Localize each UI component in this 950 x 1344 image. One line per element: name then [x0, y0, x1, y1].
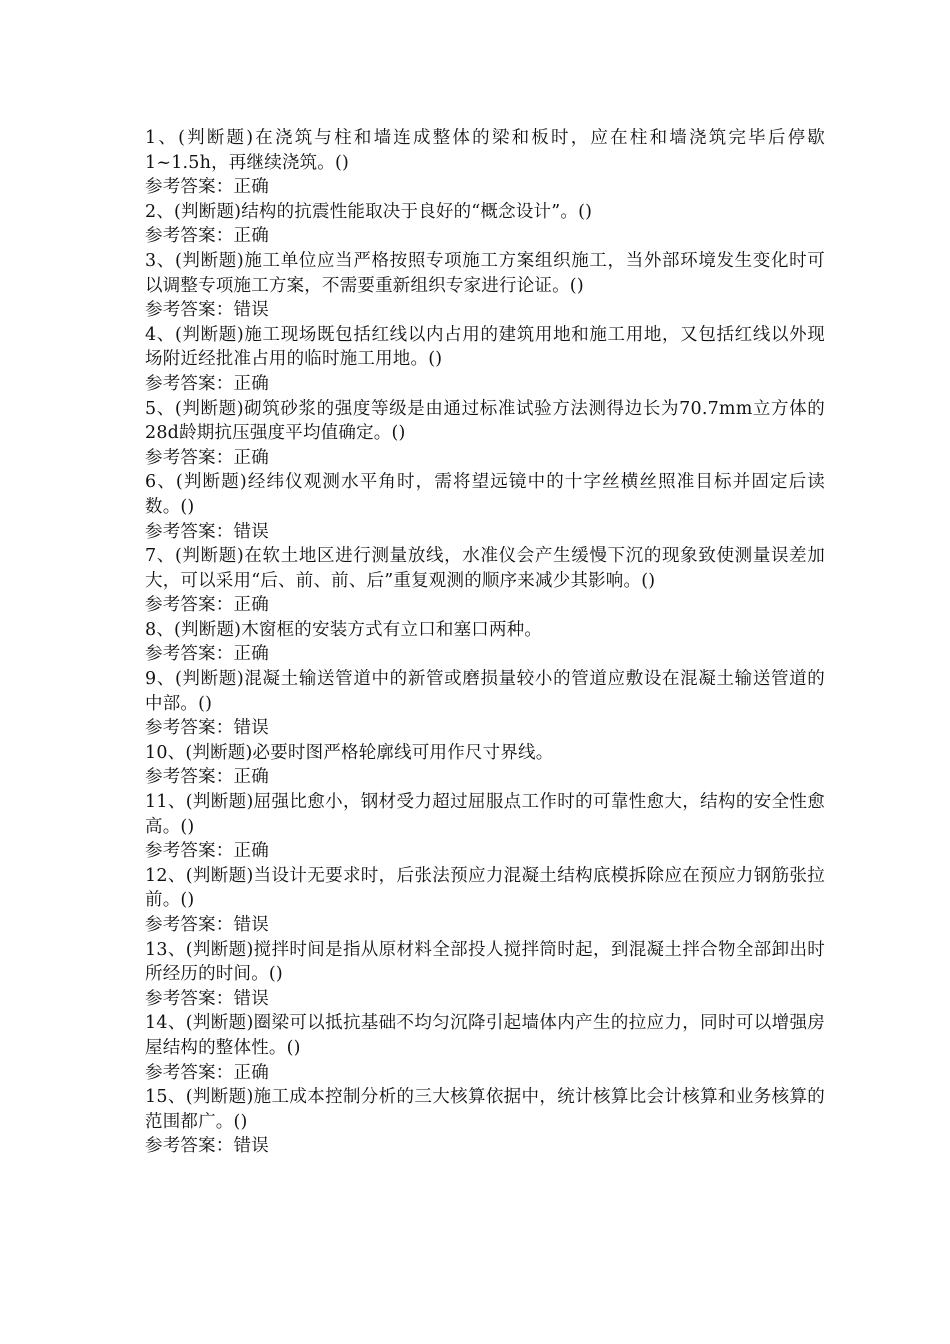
- answer-prefix: 参考答案：: [145, 644, 234, 665]
- question-text: 3、(判断题)施工单位应当严格按照专项施工方案组织施工，当外部环境发生变化时可以调整专项施工方案，不需要重新组织专家进行论证。(): [145, 250, 825, 296]
- question-text: 15、(判断题)施工成本控制分析的三大核算依据中，统计核算比会计核算和业务核算的范围都广。(): [145, 1087, 825, 1132]
- answer-line: [145, 224, 825, 249]
- answer-prefix: 参考答案：: [145, 595, 234, 616]
- answer-line: [145, 765, 825, 790]
- question-10: [145, 741, 825, 790]
- question-12: [145, 864, 825, 938]
- question-2: [145, 200, 825, 249]
- answer-prefix: 参考答案：: [145, 226, 234, 247]
- answer-value: 正确: [233, 177, 269, 198]
- answer-line: [145, 839, 825, 864]
- question-9: [145, 667, 825, 741]
- question-5: [145, 397, 825, 471]
- answer-prefix: 参考答案：: [145, 915, 234, 935]
- answer-prefix: 参考答案：: [145, 1136, 234, 1157]
- question-text: 14、(判断题)圈梁可以抵抗基础不均匀沉降引起墙体内产生的拉应力，同时可以增强房屋结构的整体性。(): [145, 1013, 825, 1058]
- answer-line: [145, 520, 825, 545]
- question-text: 4、(判断题)施工现场既包括红线以内占用的建筑用地和施工用地，又包括红线以外现场附近经批准占用的临时施工用地。(): [145, 324, 825, 370]
- answer-line: [145, 642, 825, 667]
- question-text: 6、(判断题)经纬仪观测水平角时，需将望远镜中的十字丝横丝照准目标并固定后读数。(): [145, 472, 825, 517]
- answer-prefix: 参考答案：: [145, 841, 234, 862]
- question-6: [145, 470, 825, 544]
- answer-value: 错误: [233, 300, 269, 321]
- answer-prefix: 参考答案：: [145, 718, 234, 739]
- answer-value: 错误: [233, 521, 269, 542]
- question-13: [145, 938, 825, 1012]
- question-text: 5、(判断题)砌筑砂浆的强度等级是由通过标准试验方法测得边长为70.7mm立方体的28d龄期抗压强度平均值确定。(): [145, 398, 825, 444]
- answer-prefix: 参考答案：: [145, 1062, 234, 1083]
- question-15: [145, 1085, 825, 1159]
- question-text: 7、(判断题)在软土地区进行测量放线，水准仪会产生缓慢下沉的现象致使测量误差加大，可以采用“后、前、前、后”重复观测的顺序来减少其影响。(): [145, 546, 825, 591]
- question-4: [145, 323, 825, 397]
- question-text: 8、(判断题)木窗框的安装方式有立口和塞口两种。: [145, 619, 543, 640]
- answer-value: 正确: [233, 644, 269, 665]
- answer-value: 正确: [233, 1062, 269, 1083]
- question-text: 11、(判断题)屈强比愈小，钢材受力超过屈服点工作时的可靠性愈大，结构的安全性愈高。(): [145, 792, 825, 837]
- answer-value: 正确: [233, 373, 269, 394]
- answer-value: 错误: [233, 915, 269, 935]
- answer-value: 正确: [233, 767, 269, 788]
- question-8: [145, 618, 825, 667]
- answer-prefix: 参考答案：: [145, 447, 234, 468]
- answer-line: [145, 716, 825, 741]
- answer-line: [145, 175, 825, 200]
- answer-prefix: 参考答案：: [145, 767, 234, 788]
- question-7: [145, 544, 825, 618]
- answer-line: [145, 298, 825, 323]
- answer-prefix: 参考答案：: [145, 373, 234, 394]
- question-3: [145, 249, 825, 323]
- answer-prefix: 参考答案：: [145, 300, 234, 321]
- answer-value: 正确: [233, 447, 269, 468]
- answer-line: [145, 1134, 825, 1159]
- question-11: [145, 790, 825, 864]
- question-text: 10、(判断题)必要时图严格轮廓线可用作尺寸界线。: [145, 742, 554, 763]
- answer-line: [145, 446, 825, 471]
- answer-line: [145, 913, 825, 938]
- answer-value: 正确: [233, 841, 269, 862]
- answer-prefix: 参考答案：: [145, 988, 234, 1009]
- answer-line: [145, 372, 825, 397]
- answer-value: 错误: [233, 1136, 269, 1157]
- question-1: [145, 126, 825, 200]
- question-14: [145, 1011, 825, 1085]
- question-text: 2、(判断题)结构的抗震性能取决于良好的“概念设计”。(): [145, 201, 593, 222]
- question-text: 1、(判断题)在浇筑与柱和墙连成整体的梁和板时，应在柱和墙浇筑完毕后停歇1~1.5h，再继续浇筑。(): [145, 128, 825, 173]
- question-text: 12、(判断题)当设计无要求时，后张法预应力混凝土结构底模拆除应在预应力钢筋张拉前。(): [145, 865, 825, 911]
- answer-value: 正确: [233, 595, 269, 616]
- answer-value: 错误: [233, 718, 269, 739]
- question-text: 9、(判断题)混凝土输送管道中的新管或磨损量较小的管道应敷设在混凝土输送管道的中部。(): [145, 669, 825, 714]
- answer-prefix: 参考答案：: [145, 521, 234, 542]
- question-list: [145, 126, 825, 1159]
- question-text: 13、(判断题)搅拌时间是指从原材料全部投人搅拌筒时起，到混凝土拌合物全部卸出时所经历的时间。(): [145, 939, 825, 985]
- answer-value: 错误: [233, 988, 269, 1009]
- answer-value: 正确: [233, 226, 269, 247]
- answer-prefix: 参考答案：: [145, 177, 234, 198]
- answer-line: [145, 593, 825, 618]
- answer-line: [145, 1061, 825, 1086]
- answer-line: [145, 987, 825, 1012]
